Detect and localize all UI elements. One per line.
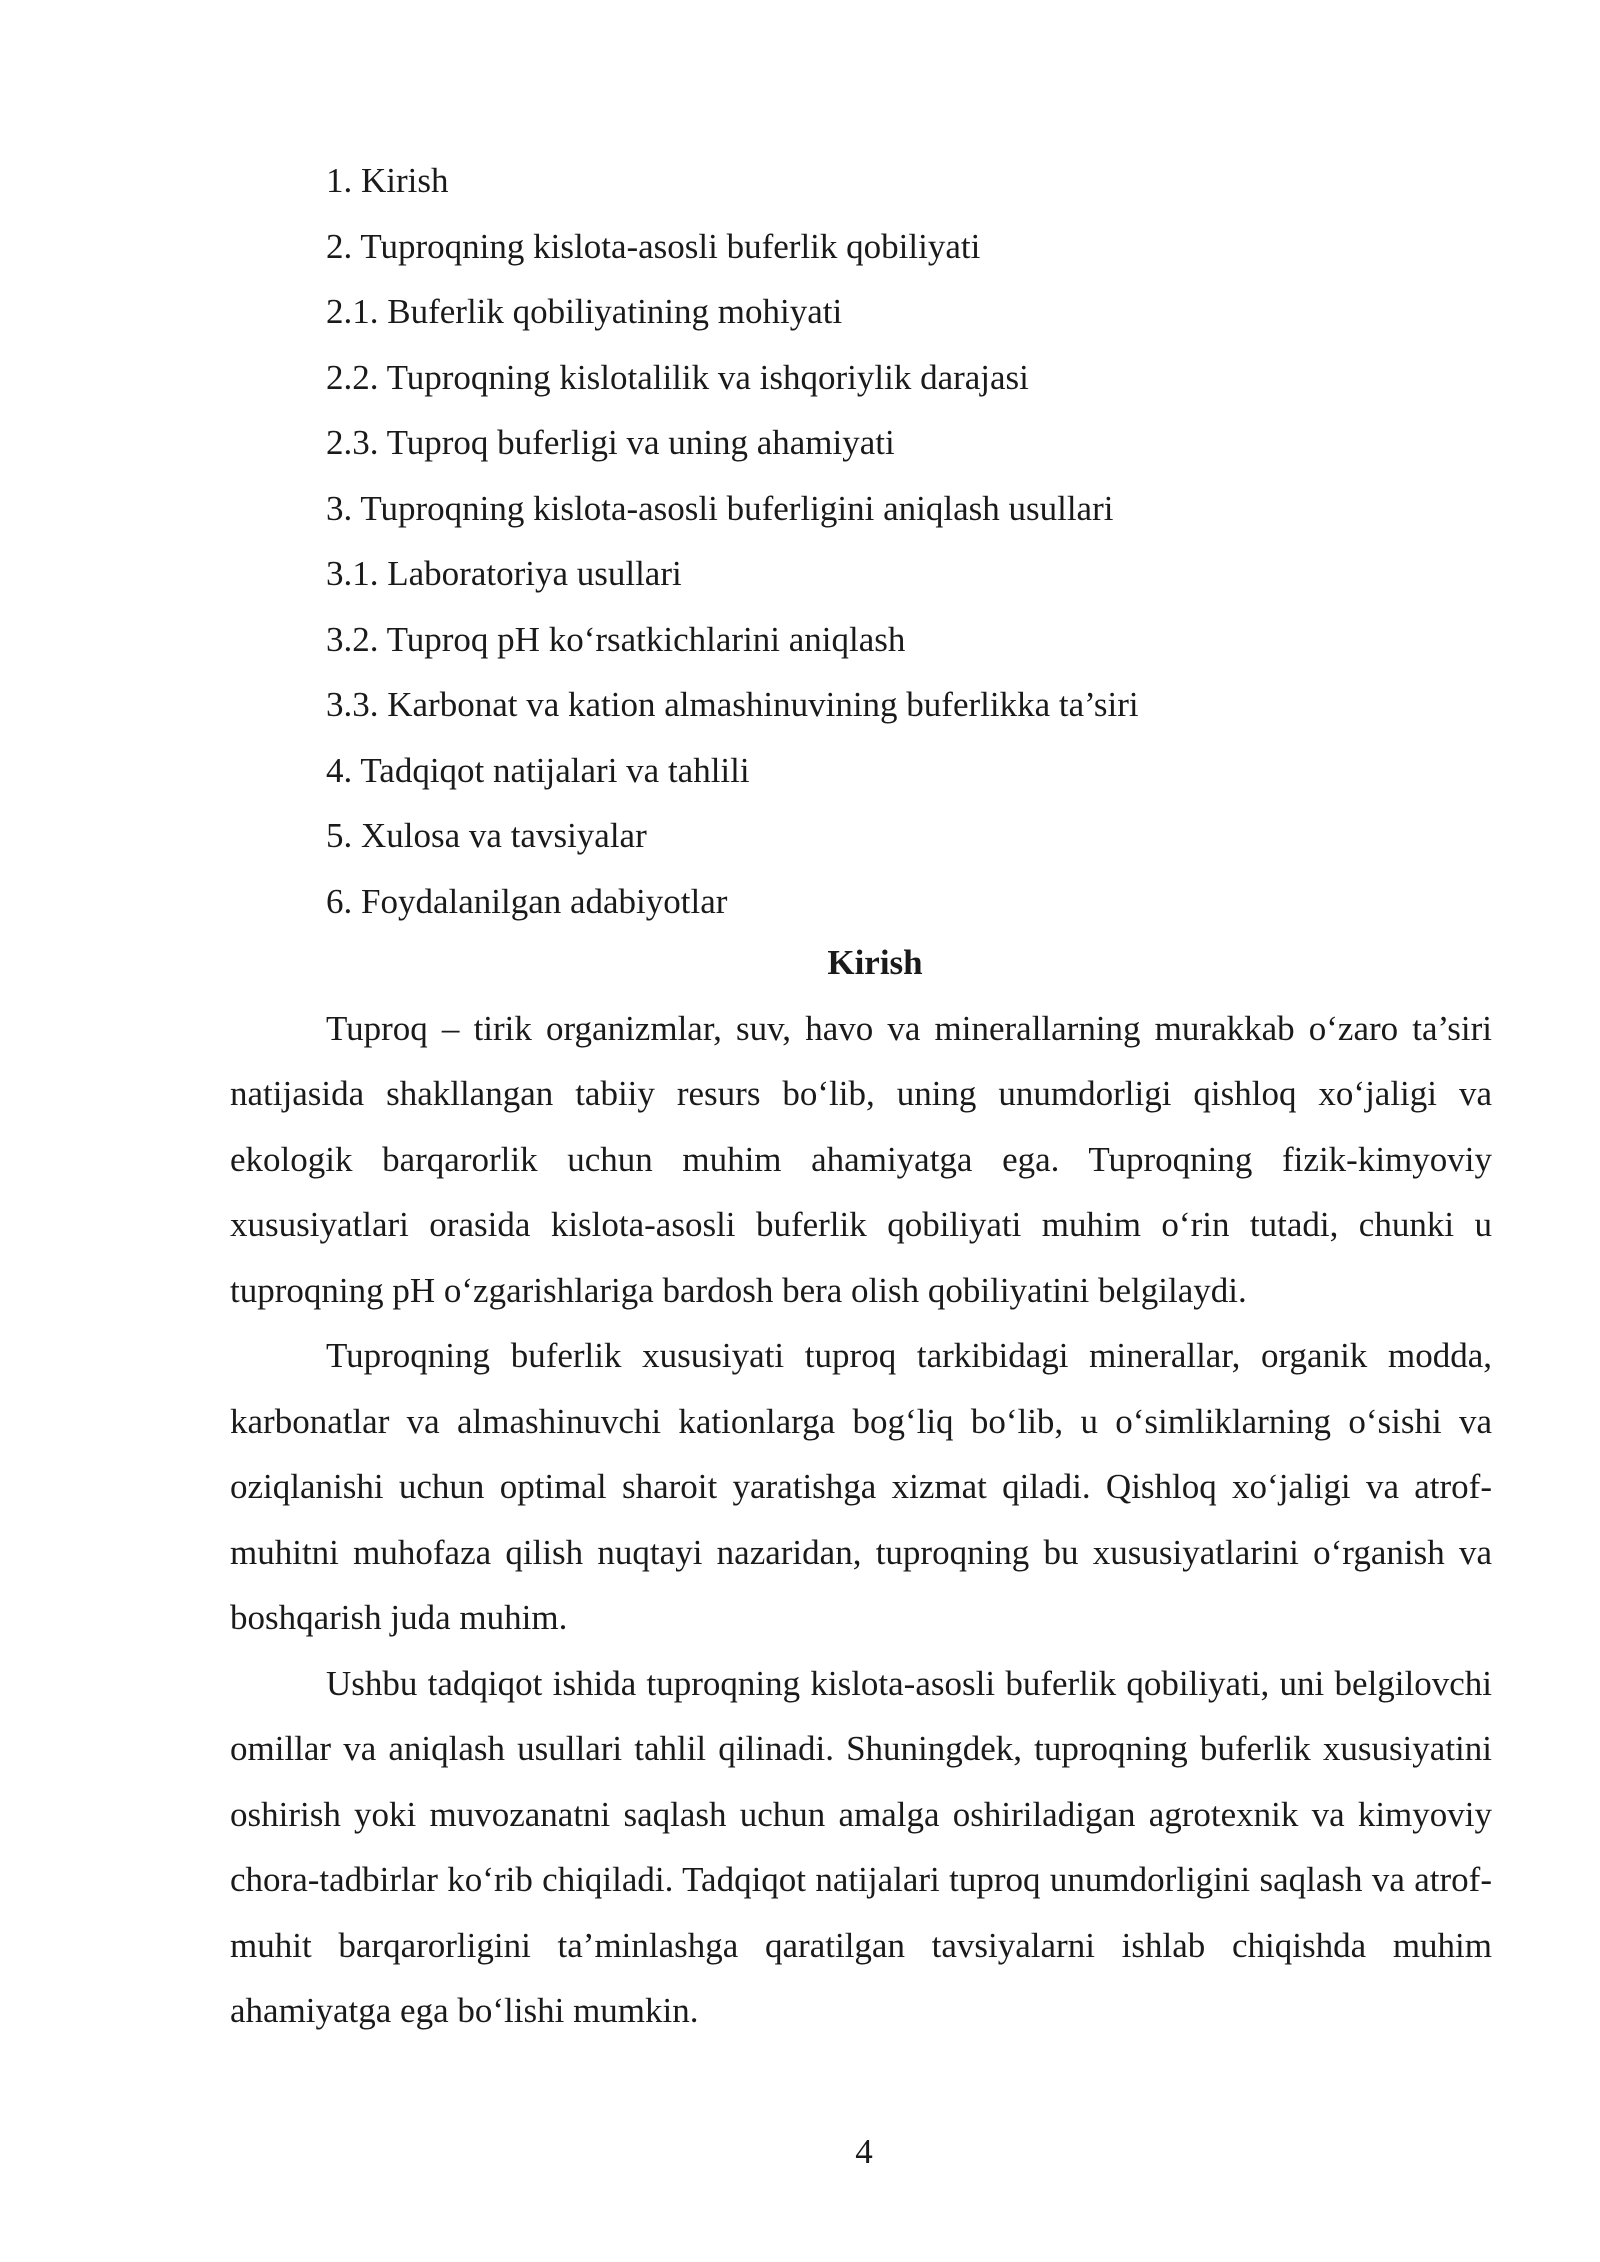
toc-item: 2.3. Tuproq buferligi va uning ahamiyati xyxy=(326,423,895,462)
toc-item: 6. Foydalanilgan adabiyotlar xyxy=(326,881,728,921)
toc-item: 1. Kirish xyxy=(326,161,449,200)
paragraph: Tuproqning buferlik xususiyati tuproq tarkibidagi minerallar, organik modda, karbonatlar va almashinuvchi kationlarga bog‘liq bo‘lib, u o‘simliklarning o‘sishi va oziqlanishi uchun optimal sharoit yaratishga xizmat qiladi. Qishloq xo‘jaligi va atrof-muhitni muhofaza qilish nuqtayi nazaridan, tuproqning bu xususiyatlarini o‘rganish va boshqarish juda muhim. xyxy=(230,1336,1492,1637)
toc-item: 3.1. Laboratoriya usullari xyxy=(326,554,682,593)
table-of-contents xyxy=(326,148,1426,934)
toc-item: 2.1. Buferlik qobiliyatining mohiyati xyxy=(326,292,843,331)
toc-item: 5. Xulosa va tavsiyalar xyxy=(326,816,647,855)
introduction-section xyxy=(230,930,1492,2044)
toc-item: 2.2. Tuproqning kislotalilik va ishqoriylik darajasi xyxy=(326,357,1029,397)
toc-item: 3.3. Karbonat va kation almashinuvining buferlikka ta’siri xyxy=(326,685,1139,724)
section-heading: Kirish xyxy=(827,943,923,982)
toc-item: 4. Tadqiqot natijalari va tahlili xyxy=(326,750,750,790)
page-number: 4 xyxy=(855,2132,873,2171)
toc-item: 3.2. Tuproq pH ko‘rsatkichlarini aniqlash xyxy=(326,619,906,659)
paragraph: Tuproq – tirik organizmlar, suv, havo va minerallarning murakkab o‘zaro ta’siri natijasida shakllangan tabiiy resurs bo‘lib, uning unumdorligi qishloq xo‘jaligi va ekologik barqarorlik uchun muhim ahamiyatga ega. Tuproqning fizik-kimyoviy xususiyatlari orasida kislota-asosli buferlik qobiliyati muhim o‘rin tutadi, chunki u tuproqning pH o‘zgarishlariga bardosh bera olish qobiliyatini belgilaydi. xyxy=(230,1008,1492,1310)
toc-item: 2. Tuproqning kislota-asosli buferlik qobiliyati xyxy=(326,226,981,266)
paragraph: Ushbu tadqiqot ishida tuproqning kislota-asosli buferlik qobiliyati, uni belgilovchi omillar va aniqlash usullari tahlil qilinadi. Shuningdek, tuproqning buferlik xususiyatini oshirish yoki muvozanatni saqlash uchun amalga oshiriladigan agrotexnik va kimyoviy chora-tadbirlar ko‘rib chiqiladi. Tadqiqot natijalari tuproq unumdorligini saqlash va atrof-muhit barqarorligini ta’minlashga qaratilgan tavsiyalarni ishlab chiqishda muhim ahamiyatga ega bo‘lishi mumkin. xyxy=(230,1663,1492,2030)
toc-item: 3. Tuproqning kislota-asosli buferligini aniqlash usullari xyxy=(326,488,1114,528)
